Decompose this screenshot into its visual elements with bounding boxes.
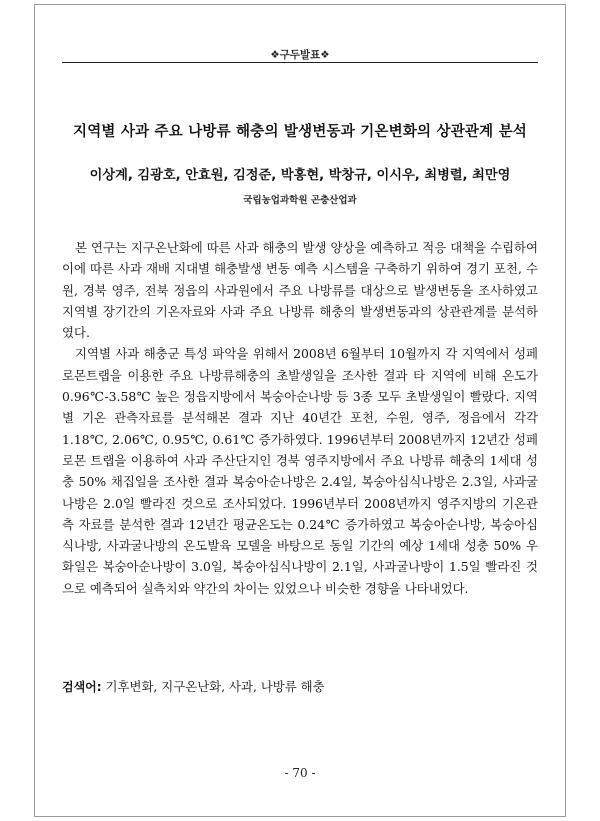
paper-affiliation: 국립농업과학원 곤충산업과 [243,195,357,206]
abstract-paragraph-1: 본 연구는 지구온난화에 따른 사과 해충의 발생 양상을 예측하고 적응 대책을 수립하여 이에 따른 사과 재배 지대별 해충발생 변동 예측 시스템을 구축하기 위하여 경기 포천, 수원, 경북 영주, 전북 정읍의 사과원에서 주요 나방류를 대상으로 발생변동을 조사하였고 지역별 장기간의 기온자료와 사과 주요 나방류 해충의 발생변동과의 상관관계를 분석하였다. [62,240,538,341]
keywords-terms: 기후변화, 지구온난화, 사과, 나방류 해충 [105,679,325,694]
paper-authors: 이상계, 김광호, 안효원, 김정준, 박홍현, 박창규, 이시우, 최병렬, 최만영 [89,168,511,183]
keywords [62,676,538,698]
keywords-label: 검색어: [62,680,102,694]
section-label-text: ❖구두발표❖ [266,49,333,61]
header-rule [62,62,538,63]
page-number: - 70 - [284,766,316,780]
paper-title: 지역별 사과 주요 나방류 해충의 발생변동과 기온변화의 상관관계 분석 [73,124,527,140]
abstract [62,237,538,599]
abstract-paragraph-2: 지역별 사과 해충군 특성 파악을 위해서 2008년 6월부터 10월까지 각 지역에서 성페로몬트랩을 이용한 주요 나방류해충의 초발생일을 조사한 결과 타 지역에 비해 온도가 0.96℃-3.58℃ 높은 정읍지방에서 복숭아순나방 등 3종 모두 초발생일이 빨랐다. 지역별 기온 관측자료를 분석해본 결과 지난 40년간 포천, 수원, 영주, 정읍에서 각각 1.18℃, 2.06℃, 0.95℃, 0.61℃ 증가하였다. 1996년부터 2008년까지 12년간 성페로몬 트랩을 이용하여 사과 주산단지인 경북 영주지방에서 주요 나방류 해충의 1세대 성충 50% 채집일을 조사한 결과 복숭아순나방은 2.4일, 복숭아심식나방은 2.3일, 사과굴나방은 2.0일 빨라진 것으로 조사되었다. 1996년부터 2008년까지 영주지방의 기온관측 자료를 분석한 결과 12년간 평균온도는 0.24℃ 증가하였고 복숭아순나방, 복숭아심식나방, 사과굴나방의 온도발육 모델을 바탕으로 동일 기간의 예상 1세대 성충 50% 우화일은 복숭아순나방이 3.0일, 복숭아심식나방이 2.1일, 사과굴나방이 1.5일 빨라진 것으로 예측되어 실측치와 약간의 차이는 있었으나 비슷한 경향을 나타내었다. [62,346,538,596]
section-label [0,47,600,62]
